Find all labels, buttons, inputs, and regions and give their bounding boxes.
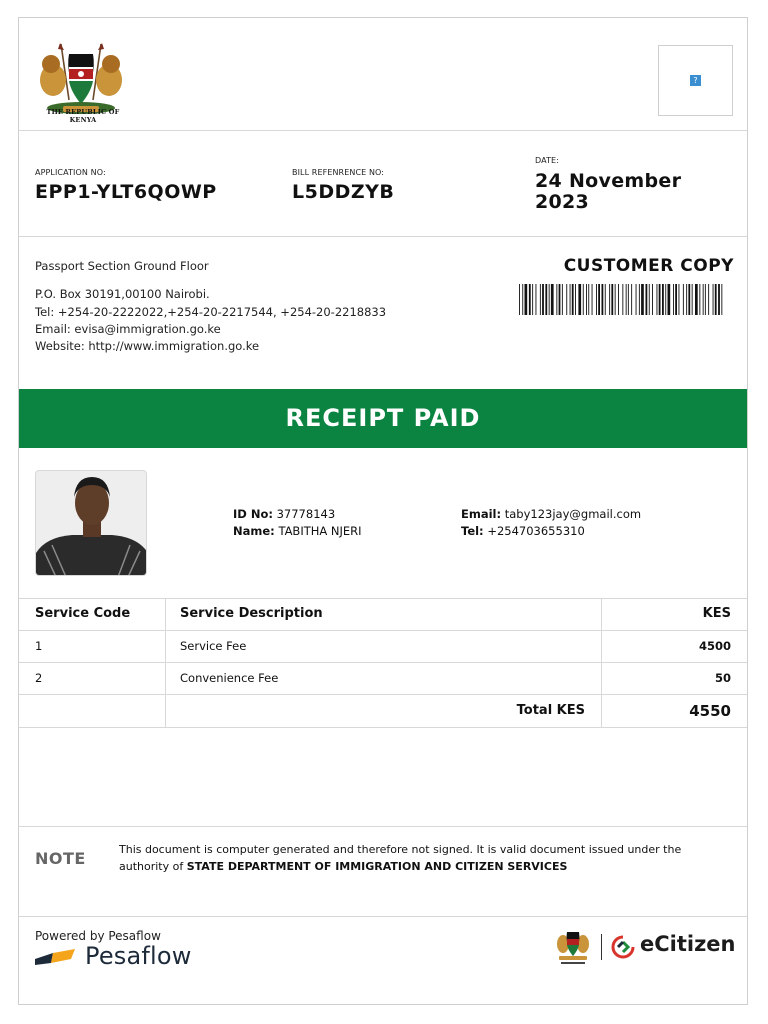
note-authority: STATE DEPARTMENT OF IMMIGRATION AND CITIZEN SERVICES — [186, 860, 568, 873]
note-text — [119, 841, 719, 875]
office-name: Passport Section Ground Floor — [35, 259, 209, 273]
tel-label: Tel: — [461, 524, 484, 538]
coat-caption: THE REPUBLIC OF KENYA — [46, 108, 120, 124]
bill-reference-label: BILL REFENRENCE NO: — [292, 168, 385, 177]
divider — [19, 236, 747, 237]
name-label: Name: — [233, 524, 275, 538]
date-line-1: 24 November — [535, 170, 682, 192]
table-rule — [19, 694, 747, 695]
row-1-amount: 4500 — [698, 639, 731, 653]
email-label: Email: — [461, 507, 502, 521]
powered-by-text: Powered by Pesaflow — [35, 929, 161, 943]
date-value — [535, 171, 735, 213]
id-value: 37778143 — [276, 507, 336, 521]
services-table — [19, 598, 747, 728]
ecitizen-logo-icon — [610, 934, 636, 960]
total-label: Total KES — [516, 703, 585, 718]
office-email: Email: evisa@immigration.go.ke — [35, 322, 221, 336]
id-label: ID No: — [233, 507, 273, 521]
bill-reference-value: L5DDZYB — [292, 181, 395, 203]
row-1-description: Service Fee — [180, 639, 247, 653]
divider — [19, 130, 747, 131]
date-label: DATE: — [535, 156, 560, 165]
pesaflow-logo-text: Pesaflow — [85, 942, 192, 970]
row-2-amount: 50 — [714, 671, 731, 685]
table-col-rule — [165, 598, 166, 727]
customer-copy-label: CUSTOMER COPY — [563, 256, 734, 276]
office-po-box: P.O. Box 30191,00100 Nairobi. — [35, 287, 210, 301]
customer-email — [461, 507, 641, 521]
header-kes: KES — [702, 606, 731, 621]
receipt-paid-banner: RECEIPT PAID — [19, 389, 747, 448]
customer-name — [233, 524, 362, 538]
tel-value: +254703655310 — [487, 524, 585, 538]
header-service-code: Service Code — [35, 606, 131, 621]
row-2-description: Convenience Fee — [180, 671, 279, 685]
divider — [19, 916, 747, 917]
name-value: TABITHA NJERI — [278, 524, 362, 538]
broken-image-icon: ? — [690, 75, 701, 86]
email-value: taby123jay@gmail.com — [504, 507, 642, 521]
application-no-value: EPP1-YLT6QOWP — [35, 181, 217, 203]
application-no-label: APPLICATION NO: — [35, 168, 106, 177]
receipt-document — [18, 17, 748, 1005]
pesaflow-logo-icon — [35, 949, 75, 967]
ecitizen-coat-of-arms-icon — [555, 928, 591, 968]
table-rule — [19, 727, 747, 728]
note-text-body: This document is computer generated and therefore not signed. It is valid document issued under the authority of — [119, 843, 682, 873]
note-title: NOTE — [35, 849, 86, 868]
ecitizen-logo-text: eCitizen — [640, 932, 736, 956]
applicant-photo — [35, 470, 147, 576]
table-rule — [19, 662, 747, 663]
date-line-2: 2023 — [535, 191, 590, 213]
barcode — [519, 284, 724, 315]
office-website: Website: http://www.immigration.go.ke — [35, 339, 260, 353]
table-rule — [19, 598, 747, 599]
row-2-code: 2 — [35, 671, 43, 685]
table-col-rule — [601, 598, 602, 727]
total-value: 4550 — [689, 702, 731, 720]
qr-code-placeholder — [658, 45, 733, 116]
ecitizen-separator — [601, 934, 602, 960]
office-tel: Tel: +254-20-2222022,+254-20-2217544, +254-20-2218833 — [35, 305, 387, 319]
divider — [19, 826, 747, 827]
header-service-description: Service Description — [180, 606, 323, 621]
table-rule — [19, 630, 747, 631]
customer-tel — [461, 524, 585, 538]
customer-id — [233, 507, 335, 521]
row-1-code: 1 — [35, 639, 43, 653]
